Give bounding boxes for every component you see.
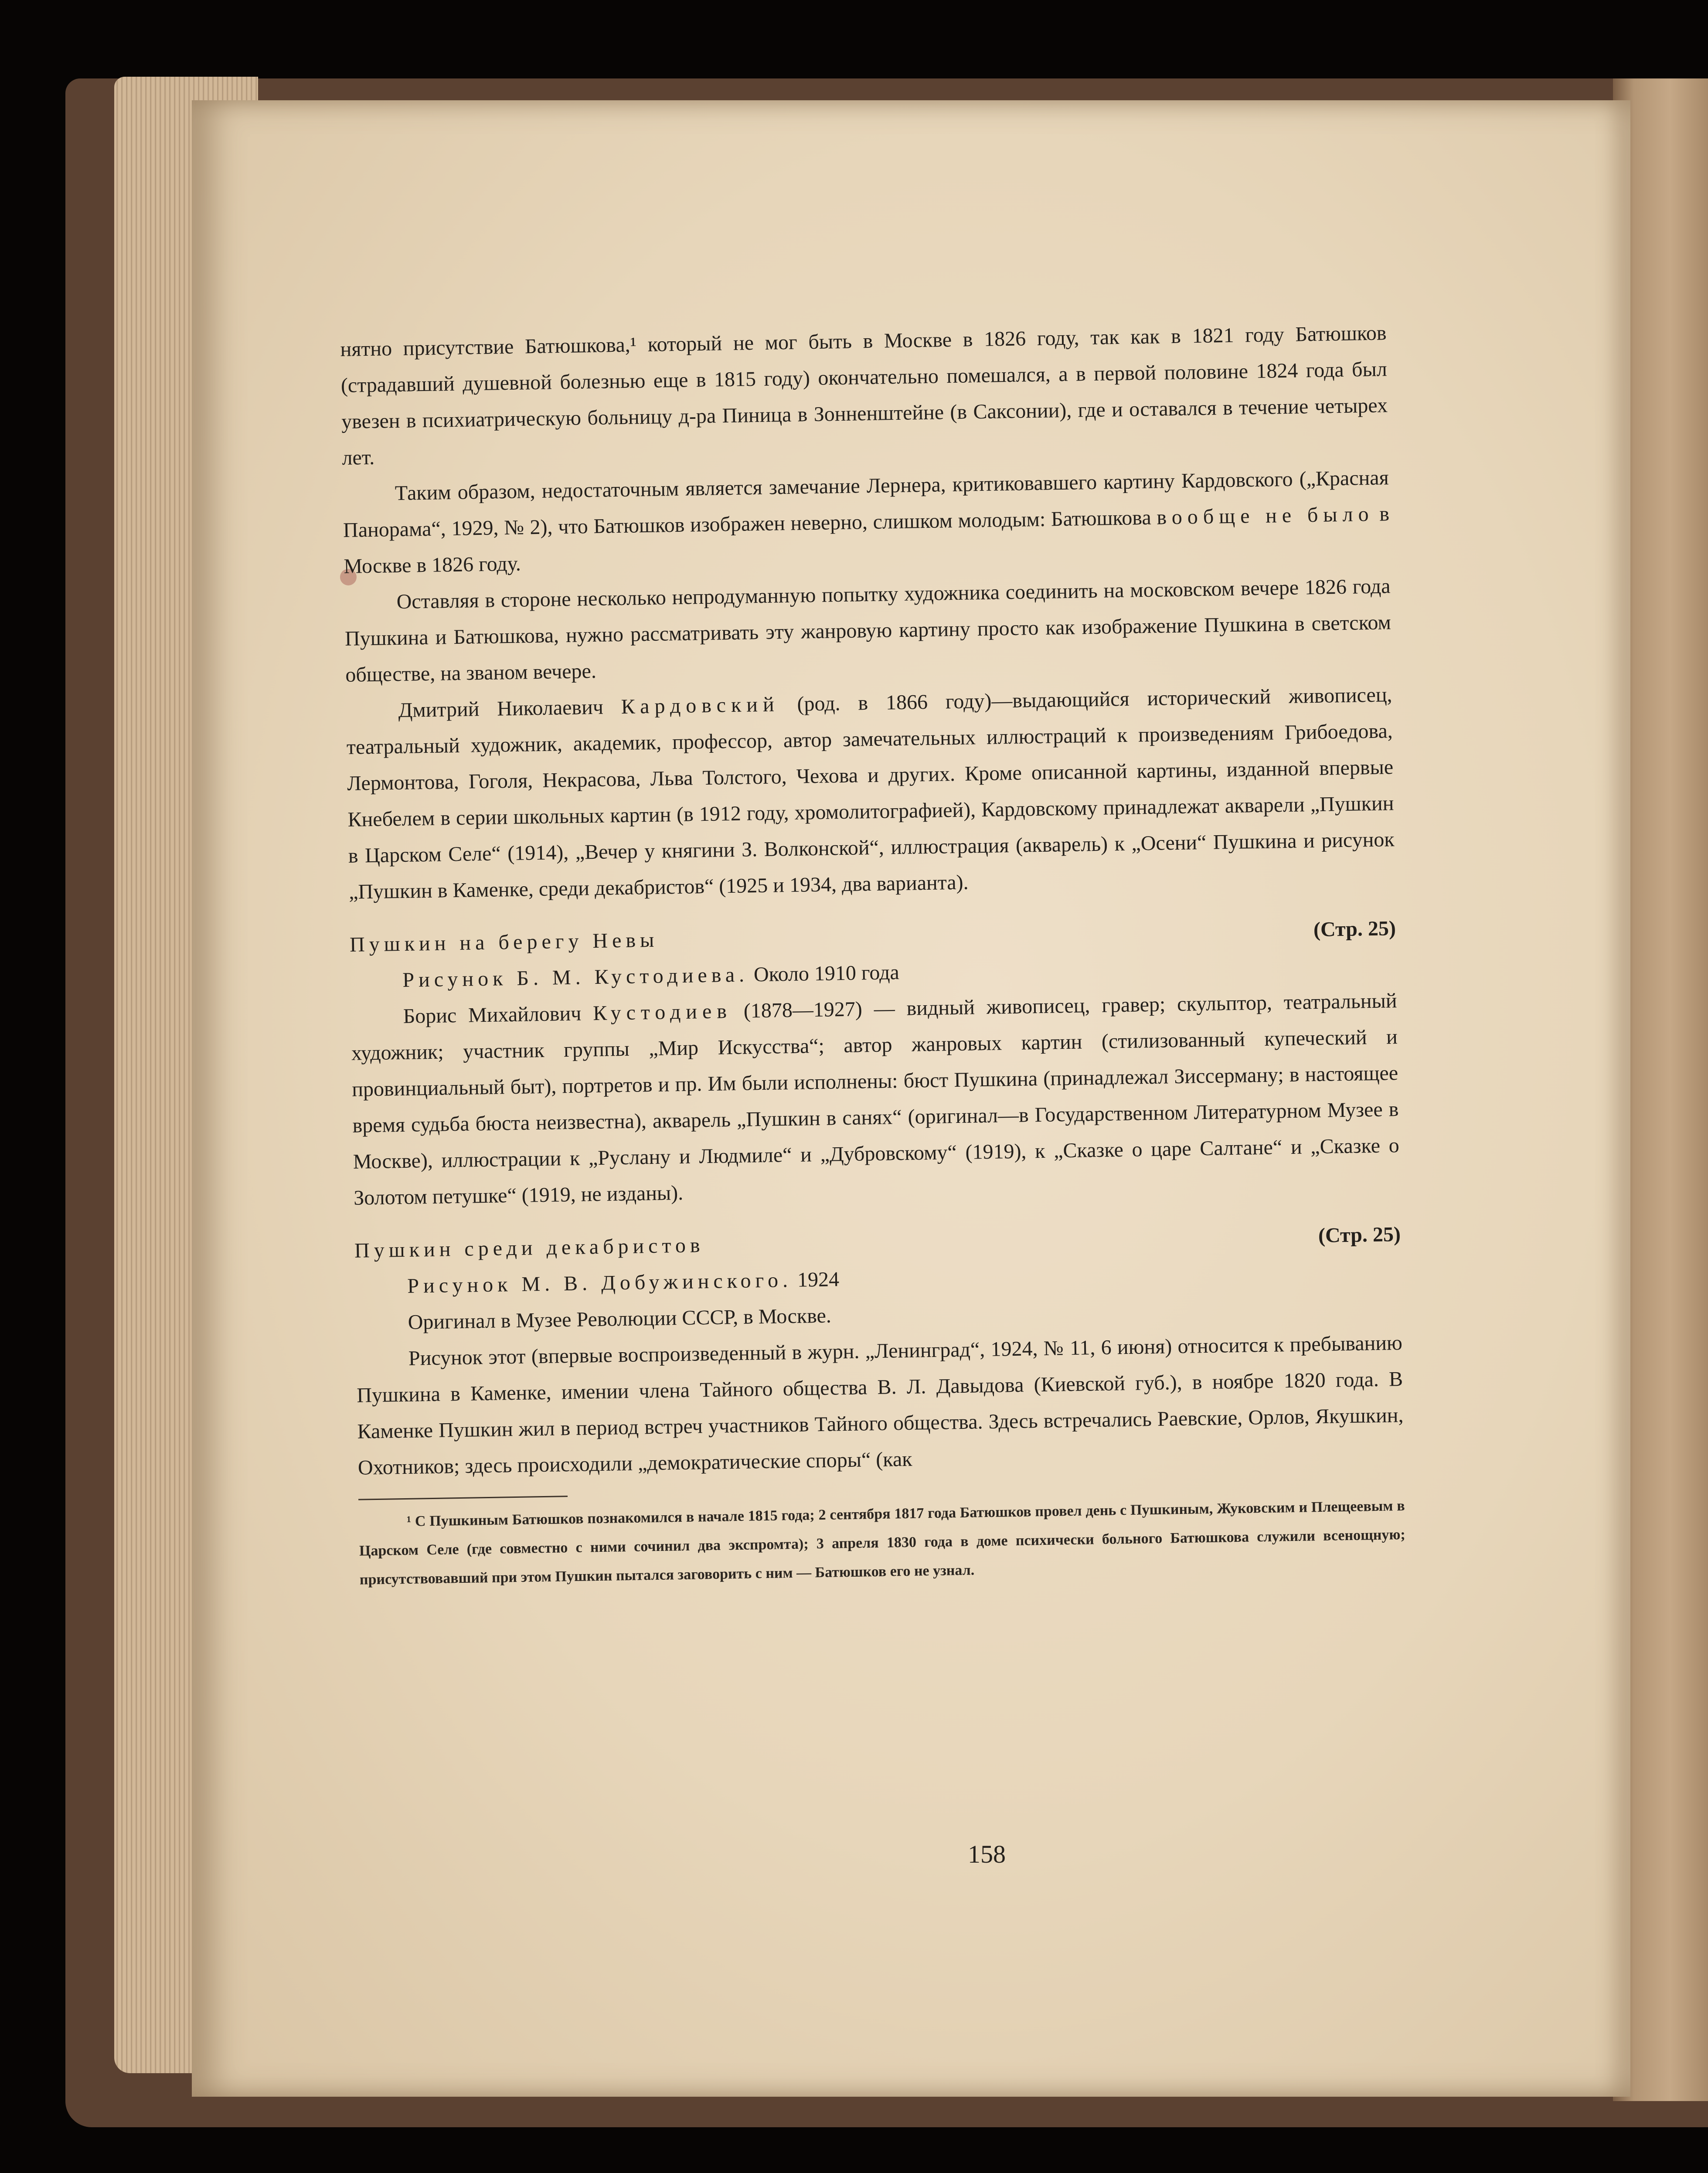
- section-1-subtitle-spaced: Рисунок Б. М. Кустодиева.: [402, 963, 749, 992]
- section-2-original: Оригинал в Музее Революции СССР, в Москве.: [408, 1304, 832, 1334]
- section-1-title: Пушкин на берегу Невы: [349, 928, 659, 956]
- paragraph-1: нятно присутствие Батюшкова,¹ который не мог быть в Москве в 1826 году, так как в 1821 году Батюшков (страдавший душевной болезнью еще в 1815 году) окончательно помешался, а в первой половине 1824 года был увезен в психиатрическую больницу д-ра Пиница в Зонненштейне (в Саксонии), где и оставался в течение четырех лет.: [340, 321, 1388, 469]
- paragraph-2-before: Таким образом, недостаточным является замечание Лернера, критиковавшего картину Кардовского („Красная Панорама“, 1929, № 2), что Батюшков изображен неверно, слишком молодым: Батюшкова: [343, 466, 1389, 542]
- paragraph-2-after: в Москве в 1826 году.: [344, 502, 1390, 578]
- section-2-page-ref: (Стр. 25): [1318, 1223, 1401, 1248]
- section-1-body-emphasis: Кустодиев: [592, 1000, 732, 1025]
- section-2-subtitle-spaced: Рисунок М. В. Добужинского.: [407, 1268, 793, 1298]
- paragraph-4-after: (род. в 1866 году)—выдающийся исторический живописец, театральный художник, академик, профессор, автор замечательных иллюстраций к произведениям Грибоедова, Лермонтова, Гоголя, Некрасова, Льва Толстого, Чехова и других. Кроме описанной картины, изданной впервые Кнебелем в серии школьных картин (в 1912 году, хромолитографией), Кардовскому принадлежат акварели „Пушкин в Царском Селе“ (1914), „Вечер у княгини З. Волконской“, иллюстрация (акварель) к „Осени“ Пушкина и рисунок „Пушкин в Каменке, среди декабристов“ (1925 и 1934, два варианта).: [346, 683, 1395, 904]
- paragraph-4-emphasis: Кардовский: [621, 693, 780, 718]
- section-1-page-ref: (Стр. 25): [1313, 917, 1396, 942]
- paragraph-4-before: Дмитрий Николаевич: [398, 695, 622, 722]
- section-1-body-after: (1878—1927) — видный живописец, гравер; скульптор, театральный художник; участник группы „Мир Искусства“; автор жанровых картин (стилизованный купеческий и провинциальный быт), портретов и пр. Им были исполнены: бюст Пушкина (принадлежал Зиссерману; в настоящее время судьба бюста неизвестна), акварель „Пушкин в санях“ (оригинал—в Государственном Литературном Музее в Москве), иллюстрации к „Руслану и Людмиле“ и „Дубровскому“ (1919), к „Сказке о царе Салтане“ и „Сказке о Золотом петушке“ (1919, не изданы).: [351, 989, 1400, 1210]
- paragraph-2-emphasis: вообще не было: [1156, 502, 1374, 529]
- page-text: [340, 315, 1406, 1594]
- footnote: [358, 1492, 1406, 1595]
- footnote-divider: [358, 1496, 568, 1500]
- paragraph-2: [342, 459, 1390, 585]
- paragraph-4: [346, 677, 1395, 910]
- section-1-body-before: Борис Михайлович: [403, 1002, 593, 1028]
- section-2-subtitle-rest: 1924: [792, 1268, 840, 1292]
- section-2-body: Рисунок этот (впервые воспроизведенный в журн. „Ленинград“, 1924, № 11, 6 июня) относится к пребыванию Пушкина в Каменке, имении члена Тайного общества В. Л. Давыдова (Киевской губ.), в ноябре 1820 года. В Каменке Пушкин жил в период встреч участников Тайного общества. Здесь встречались Раевские, Орлов, Якушкин, Охотников; здесь происходили „демократические споры“ (как: [356, 1331, 1404, 1479]
- paragraph-3: Оставляя в стороне несколько непродуманную попытку художника соединить на московском вечере 1826 года Пушкина и Батюшкова, нужно рассматривать эту жанровую картину просто как изображение Пушкина в светском обществе, на званом вечере.: [344, 575, 1392, 687]
- section-2-title: Пушкин среди декабристов: [354, 1234, 704, 1262]
- section-1-subtitle-rest: Около 1910 года: [748, 961, 900, 986]
- page-number: 158: [968, 1840, 1006, 1868]
- footnote-text: ¹ С Пушкиным Батюшков познакомился в начале 1815 года; 2 сентября 1817 года Батюшков провел день с Пушкиным, Жуковским и Плещеевым в Царском Селе (где совместно с ними сочинил два экспромта); 3 апреля 1830 года в доме психически больного Батюшкова служили всенощную; присутствовавший при этом Пушкин пытался заговорить с ним — Батюшков его не узнал.: [359, 1497, 1405, 1588]
- section-1-body: [350, 983, 1400, 1216]
